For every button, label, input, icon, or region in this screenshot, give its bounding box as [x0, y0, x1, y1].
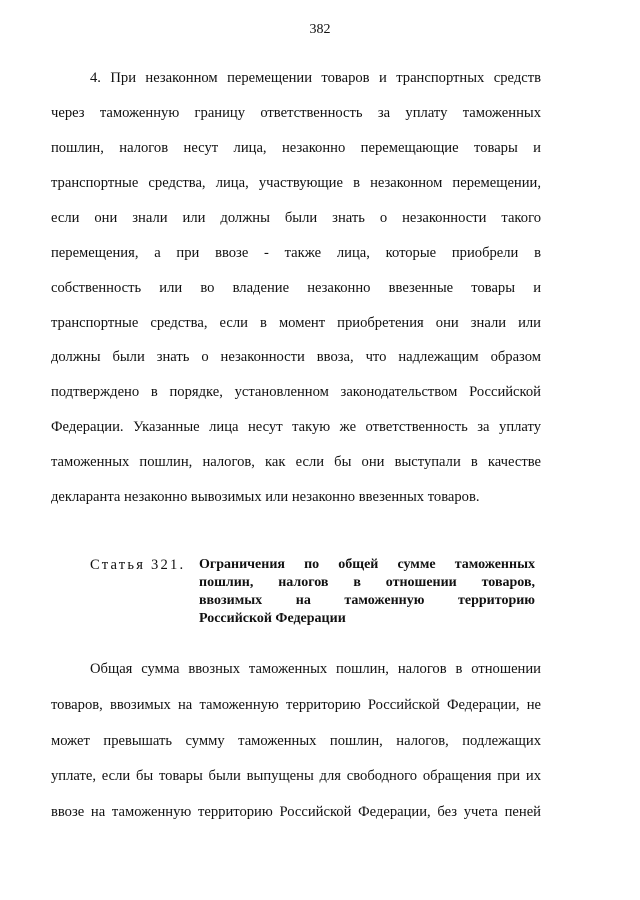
text-line: таможенных пошлин, налогов, как если бы они выступали в качестве: [51, 454, 541, 470]
text-line: если они знали или должны были знать о незаконности такого: [51, 210, 541, 226]
text-line: транспортные средства, лица, участвующие в незаконном перемещении,: [51, 175, 541, 191]
text-line: 4. При незаконном перемещении товаров и транспортных средств: [90, 70, 541, 86]
text-line: должны были знать о незаконности ввоза, что надлежащим образом: [51, 349, 541, 365]
text-line: собственность или во владение незаконно ввезенные товары и: [51, 280, 541, 296]
text-line: Общая сумма ввозных таможенных пошлин, налогов в отношении: [90, 661, 541, 677]
text-line: может превышать сумму таможенных пошлин, налогов, подлежащих: [51, 733, 541, 749]
article-title-line: Российской Федерации: [199, 611, 346, 626]
article-title-line: Ограничения по общей сумме таможенных: [199, 557, 535, 572]
text-line: пошлин, налогов несут лица, незаконно перемещающие товары и: [51, 140, 541, 156]
page-number: 382: [309, 22, 331, 37]
article-label: Статья 321.: [90, 557, 186, 573]
article-title-line: пошлин, налогов в отношении товаров,: [199, 575, 535, 590]
text-line: через таможенную границу ответственность за уплату таможенных: [51, 105, 541, 121]
text-line: перемещения, а при ввозе - также лица, которые приобрели в: [51, 245, 541, 261]
text-line: подтверждено в порядке, установленном законодательством Российской: [51, 384, 541, 400]
text-line: уплате, если бы товары были выпущены для свободного обращения при их: [51, 768, 541, 784]
text-line: транспортные средства, если в момент приобретения они знали или: [51, 315, 541, 331]
text-line: декларанта незаконно вывозимых или незаконно ввезенных товаров.: [51, 489, 480, 505]
text-line: Федерации. Указанные лица несут такую же ответственность за уплату: [51, 419, 541, 435]
article-title-line: ввозимых на таможенную территорию: [199, 593, 535, 608]
text-line: ввозе на таможенную территорию Российской Федерации, без учета пеней: [51, 804, 541, 820]
text-line: товаров, ввозимых на таможенную территорию Российской Федерации, не: [51, 697, 541, 713]
